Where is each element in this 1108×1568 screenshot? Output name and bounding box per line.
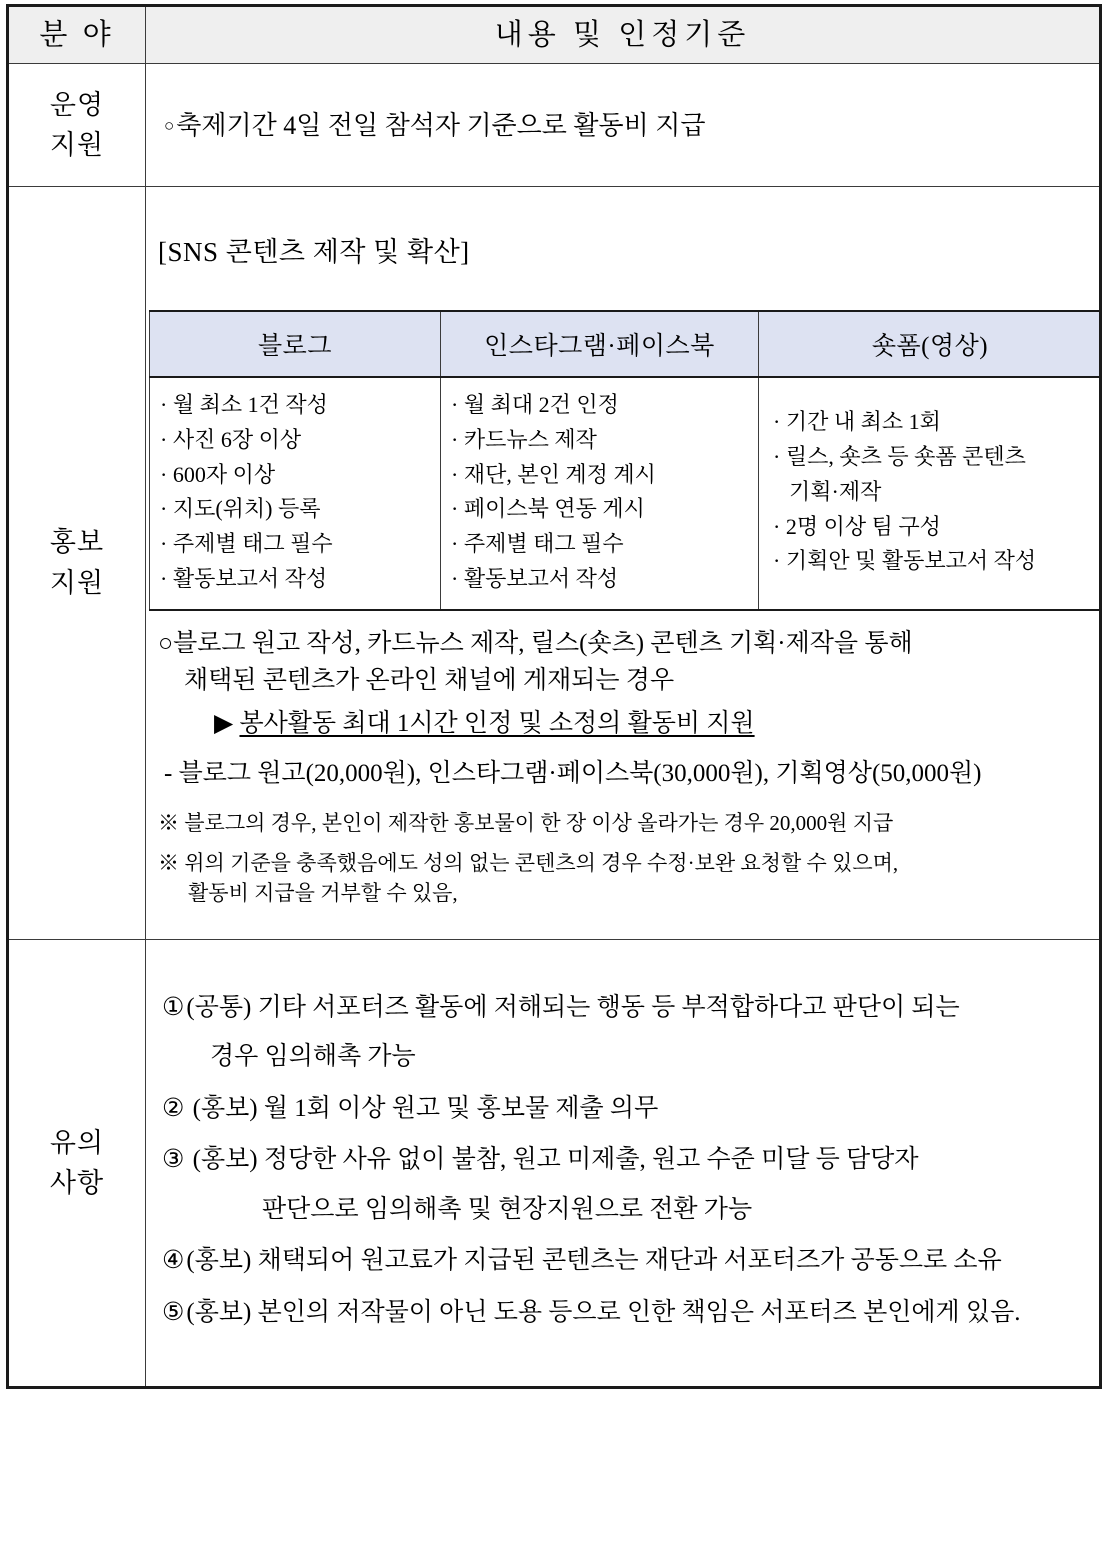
note-highlight-text: 봉사활동 최대 1시간 인정 및 소정의 활동비 지원 <box>239 709 755 737</box>
list-item: · 재단, 본인 계정 계시 <box>451 461 656 487</box>
sns-table-body-row <box>150 377 1102 610</box>
cautions-list <box>146 940 1099 1387</box>
category-line-1: 홍보 <box>49 527 105 558</box>
category-cell-promotion <box>8 187 146 940</box>
operations-text: 축제기간 4일 전일 참석자 기준으로 활동비 지급 <box>176 110 706 140</box>
list-item: · 지도(위치) 등록 <box>160 496 321 522</box>
sns-header-shortform: 숏폼(영상) <box>759 311 1102 377</box>
caution-marker-4: ④ <box>162 1247 185 1275</box>
content-cell-cautions <box>146 939 1101 1388</box>
list-item: · 기획안 및 활동보고서 작성 <box>773 548 1037 574</box>
note-fee-line: - 블로그 원고(20,000원), 인스타그램·페이스북(30,000원), 기획영상(50,000원) <box>164 759 982 787</box>
list-item: · 페이스북 연동 게시 <box>451 496 645 522</box>
promotion-notes <box>146 611 1099 939</box>
header-label-field: 분 야 <box>39 18 115 51</box>
sns-header-blog: 블로그 <box>150 311 441 377</box>
list-item: · 릴스, 숏츠 등 숏폼 콘텐츠 <box>773 444 1026 470</box>
list-item: · 주제별 태그 필수 <box>451 531 624 556</box>
note-main-line-2: 채택된 콘텐츠가 온라인 채널에 게재되는 경우 <box>184 667 675 694</box>
caution-item-3-continuation: 판단으로 임의해촉 및 현장지원으로 전환 가능 <box>262 1195 753 1223</box>
sns-table-header-row <box>150 311 1102 377</box>
sns-section-title: [SNS 콘텐츠 제작 및 확산] <box>158 237 470 267</box>
sns-cell-blog <box>150 377 441 610</box>
table-row-operations <box>8 64 1101 187</box>
note-asterisk-1: ※ 블로그의 경우, 본인이 제작한 홍보물이 한 장 이상 올라가는 경우 20,000원 지급 <box>158 810 894 835</box>
caution-marker-2: ② <box>162 1094 185 1122</box>
promotion-content <box>146 187 1099 939</box>
note-highlight-line <box>158 704 1091 744</box>
category-line-1: 유의 <box>49 1127 105 1158</box>
content-cell-operations <box>146 64 1101 187</box>
operations-bullet-line <box>164 106 1099 145</box>
category-cell-operations <box>8 64 146 187</box>
list-item: · 2명 이상 팀 구성 <box>773 513 941 539</box>
table-row-cautions <box>8 939 1101 1388</box>
sns-channel-table <box>149 310 1102 611</box>
list-item: · 활동보고서 작성 <box>451 565 619 591</box>
criteria-table <box>6 4 1102 1389</box>
triangle-right-icon: ▶ <box>214 709 234 737</box>
caution-marker-5: ⑤ <box>162 1298 185 1326</box>
caution-marker-3: ③ <box>162 1146 185 1174</box>
table-row-promotion <box>8 187 1101 940</box>
caution-text-3: (홍보) 정당한 사유 없이 불참, 원고 미제출, 원고 수준 미달 등 담당자 <box>192 1146 919 1174</box>
category-line-2: 지원 <box>49 567 105 598</box>
list-item: · 사진 6장 이상 <box>160 426 302 452</box>
caution-item-2 <box>162 1091 1091 1127</box>
sns-cell-shortform <box>759 377 1102 610</box>
operations-content <box>146 66 1099 185</box>
caution-item-5 <box>162 1295 1091 1331</box>
caution-text-2: (홍보) 월 1회 이상 원고 및 홍보물 제출 의무 <box>192 1094 659 1122</box>
list-item: · 월 최소 1건 작성 <box>160 392 328 417</box>
content-cell-promotion <box>146 187 1101 940</box>
list-item-continuation: 기획·제작 <box>789 478 882 504</box>
table-header-row <box>8 6 1101 64</box>
caution-marker-1: ① <box>162 993 185 1021</box>
sns-header-instagram-facebook: 인스타그램·페이스북 <box>441 311 759 377</box>
list-item: · 카드뉴스 제작 <box>451 426 597 452</box>
caution-item-1-continuation: 경우 임의해촉 가능 <box>210 1043 416 1071</box>
caution-text-5: (홍보) 본인의 저작물이 아닌 도용 등으로 인한 책임은 서포터즈 본인에게 있음. <box>186 1298 1021 1326</box>
caution-text-1: (공통) 기타 서포터즈 활동에 저해되는 행동 등 부적합하다고 판단이 되는 <box>186 993 960 1021</box>
header-cell-field <box>8 6 146 64</box>
caution-item-1 <box>162 990 1091 1026</box>
caution-text-4: (홍보) 채택되어 원고료가 지급된 콘텐츠는 재단과 서포터즈가 공동으로 소유 <box>186 1247 1002 1275</box>
note-main-line-1: ○블로그 원고 작성, 카드뉴스 제작, 릴스(숏츠) 콘텐츠 기획·제작을 통해 <box>158 629 913 657</box>
note-asterisk-2: ※ 위의 기준을 충족했음에도 성의 없는 콘텐츠의 경우 수정·보완 요청할 수 있으며, <box>158 850 899 875</box>
caution-item-3 <box>162 1142 1091 1178</box>
note-asterisk-2-continuation: 활동비 지급을 거부할 수 있음, <box>188 881 458 906</box>
category-cell-cautions <box>8 939 146 1388</box>
circle-bullet-icon: ○ <box>164 115 175 135</box>
caution-item-4 <box>162 1243 1091 1279</box>
list-item: · 월 최대 2건 인정 <box>451 392 619 417</box>
header-label-content: 내용 및 인정기준 <box>494 18 751 51</box>
list-item: · 기간 내 최소 1회 <box>773 409 941 435</box>
sns-cell-instagram-facebook <box>441 377 759 610</box>
category-line-2: 지원 <box>49 130 105 160</box>
header-cell-content <box>146 6 1101 64</box>
list-item: · 600자 이상 <box>160 461 276 487</box>
category-line-2: 사항 <box>49 1168 105 1199</box>
list-item: · 주제별 태그 필수 <box>160 531 333 556</box>
category-line-1: 운영 <box>49 89 105 120</box>
list-item: · 활동보고서 작성 <box>160 565 328 591</box>
